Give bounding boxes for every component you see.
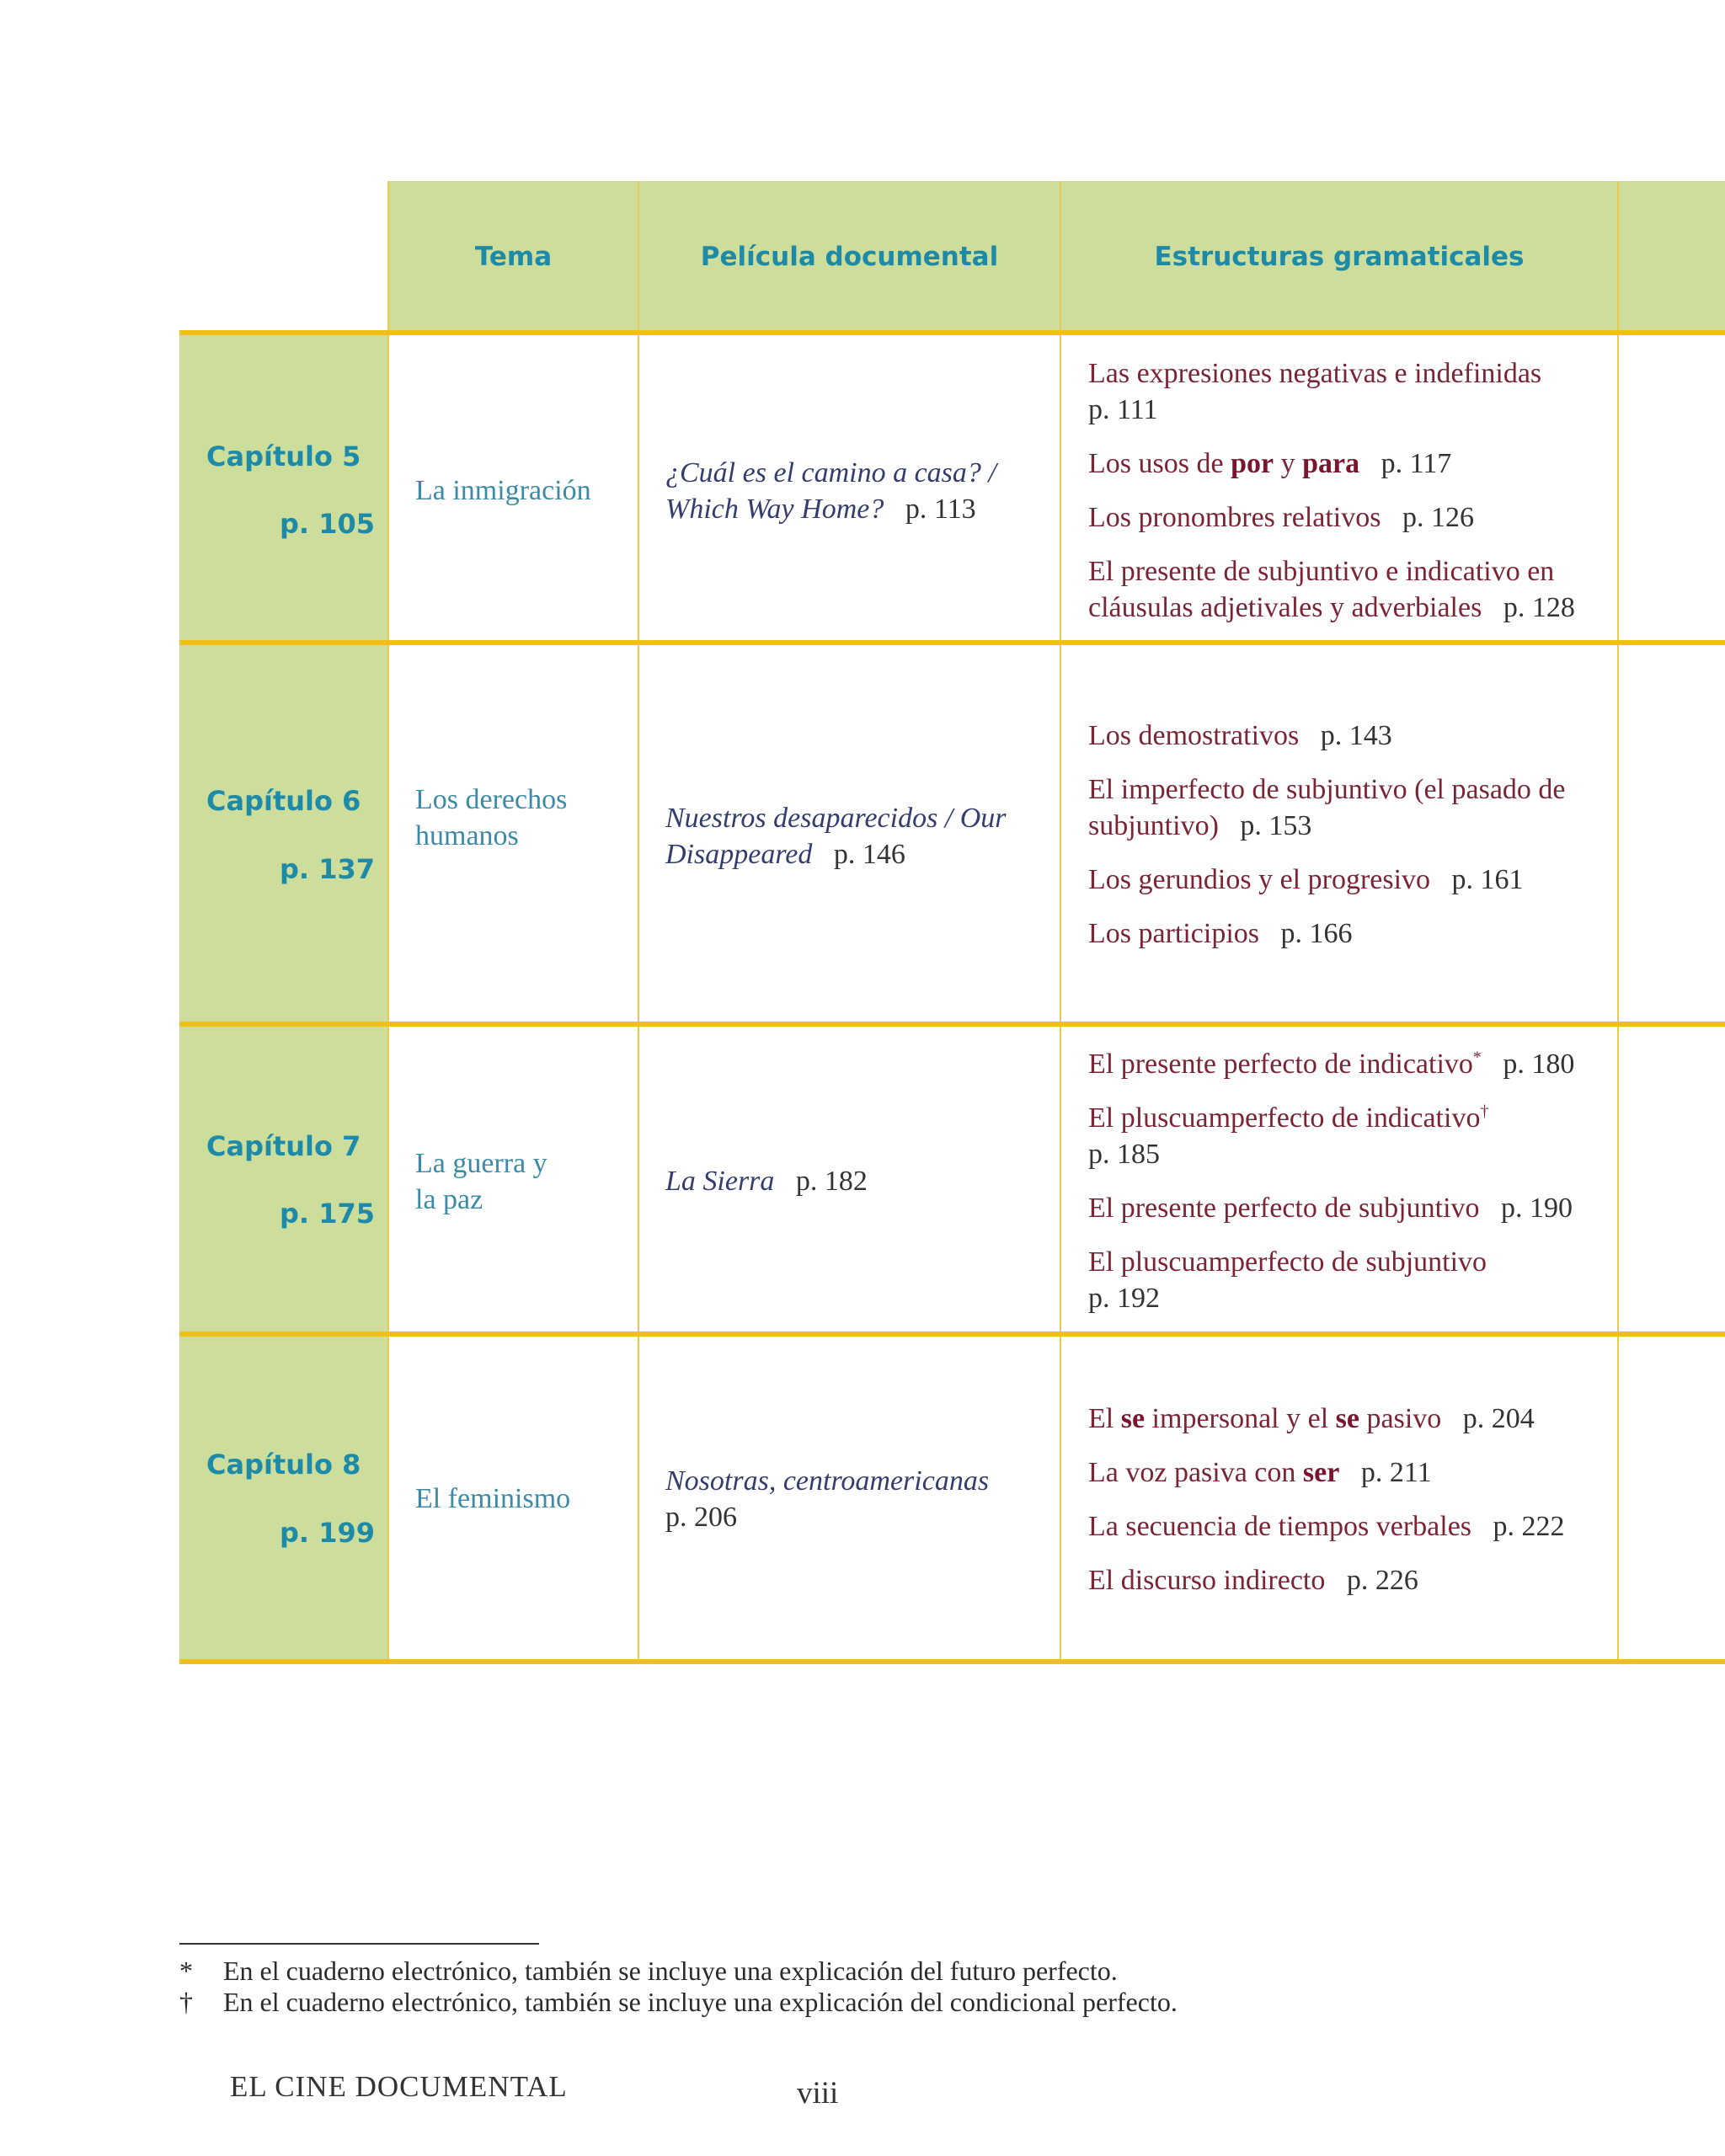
film-title: Nuestros desaparecidos / Our Disappeared [665,803,1007,870]
footnote-text: En el cuaderno electrónico, también se incluye una explicación del futuro perfecto. [223,1956,1118,1986]
chapter-label: Capítulo 8 [206,1449,361,1481]
film-page: p. 206 [665,1502,737,1533]
grammar-list [1088,1046,1610,1334]
chapter-page: p. 137 [280,853,375,885]
footnote-mark: * [1472,1048,1482,1067]
tema-text: El feminismo [415,1483,571,1514]
film-title: La Sierra [665,1166,775,1197]
grammar-item: Los usos de por y para p. 117 [1088,448,1452,479]
column-divider [638,181,639,1662]
column-divider [1617,181,1619,1662]
grammar-list [1088,1401,1610,1616]
footnote [179,1987,1178,2017]
grammar-item: El presente perfecto de indicativo* p. 180 [1088,1048,1575,1080]
footnote-mark: † [1480,1102,1489,1121]
grammar-list [1088,355,1610,643]
film-entry [665,800,1036,873]
row-rule [179,1022,1725,1027]
footnote-text: En el cuaderno electrónico, también se incluye una explicación del condicional perfecto. [223,1987,1178,2017]
grammar-item: Las expresiones negativas e indefinidas p. 111 [1088,358,1542,425]
tema-text: La guerra y la paz [415,1148,547,1215]
film-title: Nosotras, centroamericanas [665,1465,990,1497]
header-tema: Tema [474,242,553,272]
film-entry [665,1463,1061,1535]
film-entry [665,1163,1061,1199]
grammar-item: El pluscuamperfecto de indicativo† p. 185 [1088,1102,1489,1170]
grammar-item: El presente de subjuntivo e indicativo en cláusulas adjetivales y adverbiales p. 128 [1088,556,1575,623]
footnote [179,1956,1118,1986]
chapter-label: Capítulo 6 [206,785,361,817]
footnote-mark: † [179,1987,193,2017]
page-number: viii [797,2076,839,2111]
grammar-item: El pluscuamperfecto de subjuntivo p. 192 [1088,1246,1487,1314]
grammar-item: Los gerundios y el progresivo p. 161 [1088,864,1524,895]
header-pelicula: Película documental [700,242,999,272]
film-page: p. 113 [905,494,976,525]
grammar-item: Los demostrativos p. 143 [1088,720,1392,751]
row-rule [179,1659,1725,1664]
grammar-list [1088,718,1610,969]
footnote-rule [179,1943,539,1945]
chapter-page: p. 175 [280,1198,375,1230]
grammar-item: El imperfecto de subjuntivo (el pasado de subjuntivo) p. 153 [1088,774,1566,841]
grammar-item: Los participios p. 166 [1088,918,1353,949]
grammar-item: La voz pasiva con ser p. 211 [1088,1457,1432,1488]
grammar-item: El se impersonal y el se pasivo p. 204 [1088,1403,1535,1434]
tema-text: Los derechos humanos [415,784,568,851]
chapter-label: Capítulo 5 [206,440,361,472]
column-divider [1060,181,1061,1662]
chapter-page: p. 105 [280,508,375,540]
film-title: ¿Cuál es el camino a casa? / Which Way Home? [665,457,996,525]
grammar-item: Los pronombres relativos p. 126 [1088,502,1474,533]
running-footer-title: EL CINE DOCUMENTAL [230,2070,568,2103]
film-page: p. 146 [833,839,905,870]
grammar-item: El discurso indirecto p. 226 [1088,1565,1418,1596]
film-entry [665,455,1061,527]
grammar-item: El presente perfecto de subjuntivo p. 190 [1088,1193,1573,1224]
chapter-label: Capítulo 7 [206,1130,361,1162]
header-estructuras: Estructuras gramaticales [1154,242,1525,272]
footnote-mark: * [179,1956,193,1986]
column-divider [387,181,389,1662]
grammar-item: La secuencia de tiempos verbales p. 222 [1088,1511,1565,1542]
tema-text: La inmigración [415,475,591,506]
film-page: p. 182 [795,1166,868,1197]
chapter-page: p. 199 [280,1517,375,1549]
